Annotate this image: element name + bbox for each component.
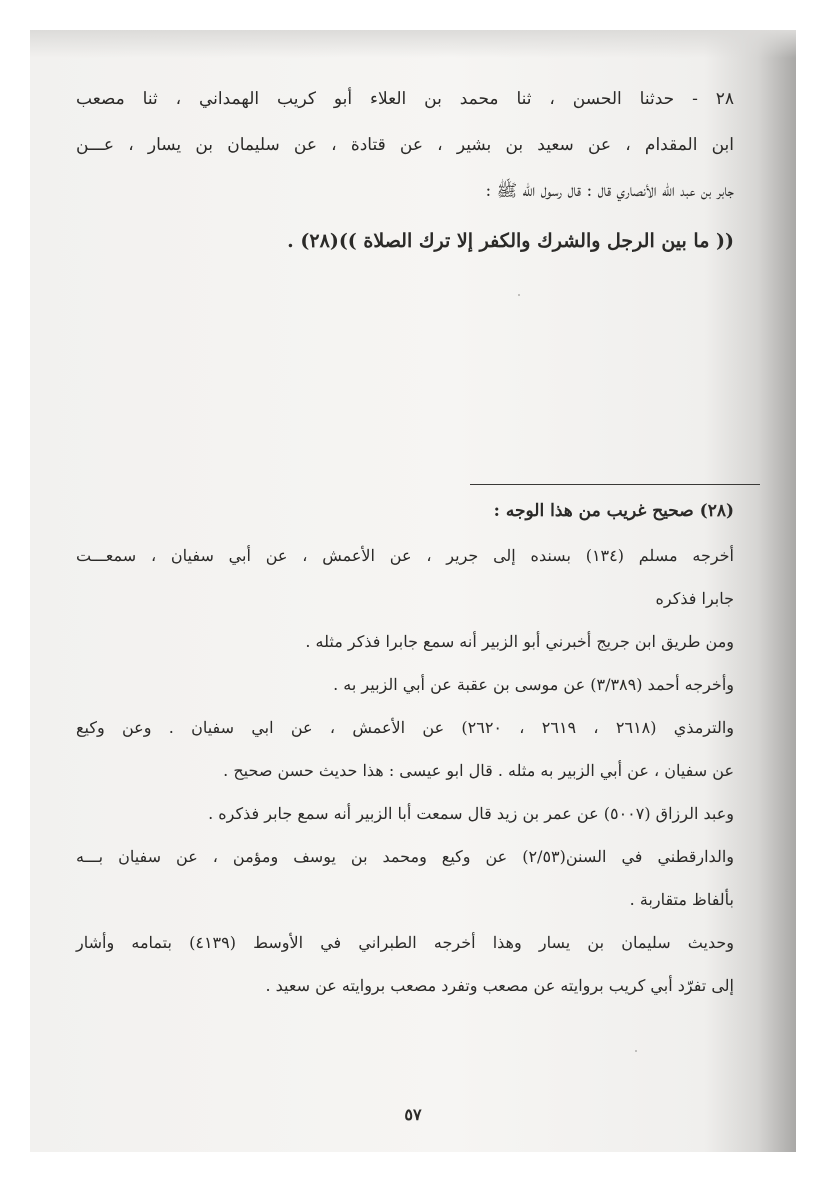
page-number: ٥٧ xyxy=(404,1105,422,1124)
speck xyxy=(635,1050,637,1052)
speck xyxy=(518,294,520,296)
footnote-line: بألفاظ متقاربة . xyxy=(629,890,734,909)
scanned-page xyxy=(30,30,796,1152)
hadith-text: (( ما بين الرجل والشرك والكفر إلا ترك الصلاة ))(٢٨) . xyxy=(287,230,734,252)
footnote-line: والدارقطني في السنن(٢/٥٣) عن وكيع ومحمد بن يوسف ومؤمن ، عن سفيان بـــه xyxy=(76,847,734,866)
footnote-line: ومن طريق ابن جريج أخبرني أبو الزبير أنه سمع جابرا فذكر مثله . xyxy=(305,632,734,651)
footnote-line: وعبد الرزاق (٥٠٠٧) عن عمر بن زيد قال سمعت أبا الزبير أنه سمع جابر فذكره . xyxy=(208,804,734,823)
footnote-line: إلى تفرّد أبي كريب بروايته عن مصعب وتفرد مصعب بروايته عن سعيد . xyxy=(265,976,734,995)
footnote-line: أخرجه مسلم (١٣٤) بسنده إلى جرير ، عن الأعمش ، عن أبي سفيان ، سمعـــت xyxy=(76,546,734,565)
footnote-heading: (٢٨) صحيح غريب من هذا الوجه : xyxy=(493,501,734,521)
main-text-line-1: ٢٨ - حدثنا الحسن ، ثنا محمد بن العلاء أبو كريب الهمداني ، ثنا مصعب xyxy=(76,89,734,109)
main-text-line-2: ابن المقدام ، عن سعيد بن بشير ، عن قتادة ، عن سليمان بن يسار ، عـــن xyxy=(76,135,734,155)
scan-shadow xyxy=(30,30,796,58)
footnote-line: والترمذي (٢٦١٨ ، ٢٦١٩ ، ٢٦٢٠) عن الأعمش ، عن ابي سفيان . وعن وكيع xyxy=(76,718,734,737)
footnote-line: وحديث سليمان بن يسار وهذا أخرجه الطبراني في الأوسط (٤١٣٩) بتمامه وأشار xyxy=(76,933,734,952)
main-text-line-3: جابر بن عبد الله الأنصاري قال : قال رسول الله ﷺ : xyxy=(485,181,734,201)
footnote-line: عن سفيان ، عن أبي الزبير به مثله . قال ابو عيسى : هذا حديث حسن صحيح . xyxy=(223,761,734,780)
footnote-line: جابرا فذكره xyxy=(655,589,734,608)
footnote-separator xyxy=(470,484,760,485)
footnote-line: وأخرجه أحمد (٣/٣٨٩) عن موسى بن عقبة عن أبي الزبير به . xyxy=(333,675,734,694)
